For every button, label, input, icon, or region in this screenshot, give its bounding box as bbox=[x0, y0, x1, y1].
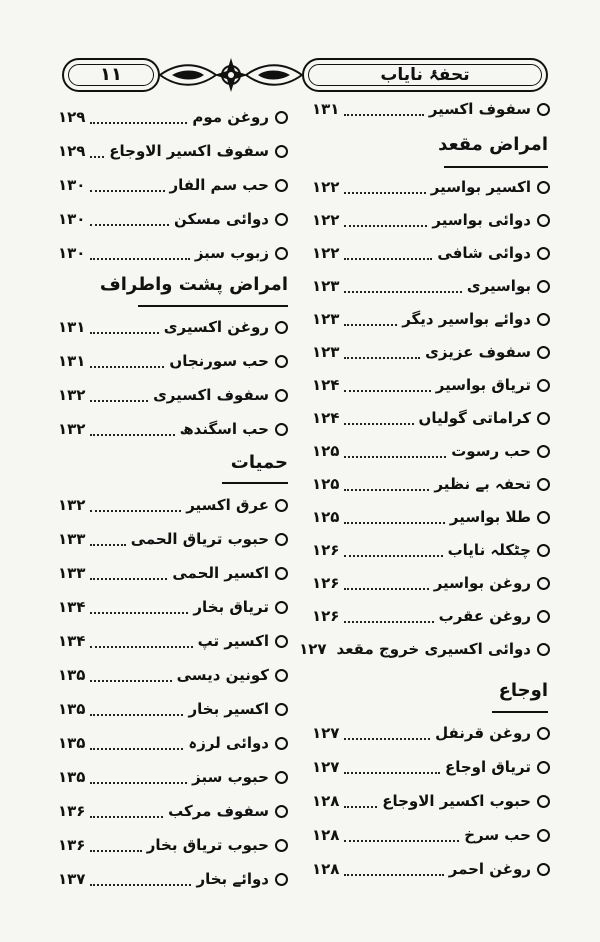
circle-bullet-icon bbox=[537, 511, 550, 524]
entry-page: ۱۳۶ bbox=[58, 802, 86, 820]
dot-leader bbox=[90, 110, 187, 124]
entry-name: سفوف اکسیری bbox=[153, 386, 269, 404]
dot-leader bbox=[90, 246, 189, 260]
entry-name: حب رسوت bbox=[451, 442, 531, 460]
list-item bbox=[312, 788, 550, 814]
dot-leader bbox=[90, 804, 163, 818]
list-item bbox=[312, 504, 550, 530]
list-item bbox=[58, 832, 288, 858]
list-item bbox=[312, 207, 550, 233]
entry-name: روغن اکسیری bbox=[163, 318, 269, 336]
circle-bullet-icon bbox=[537, 478, 550, 491]
section-underline bbox=[444, 166, 548, 168]
entry-page: ۱۲۳ bbox=[312, 310, 340, 328]
dot-leader bbox=[90, 422, 174, 436]
entry-name: اکسیر بواسیر bbox=[430, 178, 531, 196]
entry-page: ۱۲۲ bbox=[312, 211, 340, 229]
circle-bullet-icon bbox=[275, 839, 288, 852]
circle-bullet-icon bbox=[275, 635, 288, 648]
entry-page: ۱۲۲ bbox=[312, 178, 340, 196]
entry-name: حب سم الفار bbox=[169, 176, 269, 194]
dot-leader bbox=[344, 862, 443, 876]
circle-bullet-icon bbox=[275, 355, 288, 368]
dot-leader bbox=[90, 668, 171, 682]
dot-leader bbox=[90, 872, 191, 886]
entry-page: ۱۲۵ bbox=[312, 475, 340, 493]
circle-bullet-icon bbox=[537, 346, 550, 359]
dot-leader bbox=[90, 178, 164, 192]
dot-leader bbox=[90, 320, 158, 334]
entry-name: اکسیر بخار bbox=[188, 700, 269, 718]
entry-name: اکسیر الحمی bbox=[172, 564, 269, 582]
entry-page: ۱۳۰ bbox=[58, 210, 86, 228]
list-item bbox=[58, 348, 288, 374]
list-item bbox=[58, 314, 288, 340]
circle-bullet-icon bbox=[537, 214, 550, 227]
list-item bbox=[312, 96, 550, 122]
circle-bullet-icon bbox=[537, 181, 550, 194]
circle-bullet-icon bbox=[275, 321, 288, 334]
list-item bbox=[58, 560, 288, 586]
circle-bullet-icon bbox=[275, 873, 288, 886]
circle-bullet-icon bbox=[537, 103, 550, 116]
list-item bbox=[58, 104, 288, 130]
entry-page: ۱۲۶ bbox=[312, 607, 340, 625]
entry-name: حب اسگندھ bbox=[179, 420, 269, 438]
entry-page: ۱۳۷ bbox=[58, 870, 86, 888]
section-title: امراض پشت واطراف bbox=[99, 274, 288, 295]
dot-leader bbox=[90, 532, 125, 546]
entry-page: ۱۳۴ bbox=[58, 598, 86, 616]
circle-bullet-icon bbox=[275, 247, 288, 260]
entry-page: ۱۳۱ bbox=[58, 318, 86, 336]
circle-bullet-icon bbox=[275, 423, 288, 436]
entry-name: سفوف مرکب bbox=[168, 802, 269, 820]
circle-bullet-icon bbox=[537, 280, 550, 293]
entry-page: ۱۲۴ bbox=[312, 409, 340, 427]
entry-name: دوائے بواسیر دیگر bbox=[402, 310, 531, 328]
dot-leader bbox=[90, 498, 181, 512]
dot-leader bbox=[344, 378, 430, 392]
entry-name: تریاق بخار bbox=[193, 598, 269, 616]
entry-page: ۱۲۳ bbox=[312, 277, 340, 295]
page-number: ۱۱ bbox=[100, 64, 122, 85]
list-item bbox=[58, 866, 288, 892]
list-item bbox=[312, 174, 550, 200]
dot-leader bbox=[344, 213, 427, 227]
list-item bbox=[299, 636, 550, 662]
list-item bbox=[312, 405, 550, 431]
circle-bullet-icon bbox=[275, 389, 288, 402]
entry-name: تریاق بواسیر bbox=[435, 376, 531, 394]
entry-page: ۱۲۵ bbox=[312, 508, 340, 526]
dot-leader bbox=[90, 212, 169, 226]
circle-bullet-icon bbox=[275, 601, 288, 614]
entry-name: سفوف عزیزی bbox=[425, 343, 531, 361]
dot-leader bbox=[344, 180, 425, 194]
ornament-icon bbox=[158, 54, 304, 96]
circle-bullet-icon bbox=[537, 247, 550, 260]
entry-name: زبوب سبز bbox=[194, 244, 269, 262]
circle-bullet-icon bbox=[537, 412, 550, 425]
list-item bbox=[58, 594, 288, 620]
circle-bullet-icon bbox=[275, 533, 288, 546]
entry-page: ۱۲۵ bbox=[312, 442, 340, 460]
dot-leader bbox=[90, 634, 192, 648]
list-item bbox=[58, 798, 288, 824]
circle-bullet-icon bbox=[537, 577, 550, 590]
dot-leader bbox=[90, 838, 141, 852]
circle-bullet-icon bbox=[275, 179, 288, 192]
dot-leader bbox=[344, 345, 420, 359]
entry-name: تریاق اوجاع bbox=[444, 758, 531, 776]
circle-bullet-icon bbox=[275, 771, 288, 784]
entry-page: ۱۳۶ bbox=[58, 836, 86, 854]
circle-bullet-icon bbox=[275, 703, 288, 716]
list-item bbox=[312, 438, 550, 464]
dot-leader bbox=[344, 246, 432, 260]
list-item bbox=[58, 138, 288, 164]
circle-bullet-icon bbox=[537, 829, 550, 842]
entry-name: سفوف اکسیر الاوجاع bbox=[109, 142, 269, 160]
circle-bullet-icon bbox=[537, 445, 550, 458]
dot-leader bbox=[344, 609, 433, 623]
list-item bbox=[58, 172, 288, 198]
entry-name: دوائی مسکن bbox=[174, 210, 269, 228]
list-item bbox=[312, 603, 550, 629]
section-underline bbox=[222, 482, 288, 484]
list-item bbox=[58, 696, 288, 722]
entry-name: حبوب تریاق الحمی bbox=[130, 530, 269, 548]
entry-page: ۱۳۵ bbox=[58, 700, 86, 718]
list-item bbox=[58, 492, 288, 518]
list-item bbox=[312, 856, 550, 882]
circle-bullet-icon bbox=[275, 805, 288, 818]
list-item bbox=[58, 206, 288, 232]
dot-leader bbox=[344, 543, 442, 557]
dot-leader bbox=[90, 566, 167, 580]
circle-bullet-icon bbox=[275, 737, 288, 750]
list-item bbox=[312, 372, 550, 398]
entry-page: ۱۲۷ bbox=[312, 758, 340, 776]
entry-name: دوائے بخار bbox=[196, 870, 269, 888]
list-item bbox=[58, 628, 288, 654]
entry-page: ۱۳۵ bbox=[58, 768, 86, 786]
entry-page: ۱۲۶ bbox=[312, 574, 340, 592]
list-item bbox=[312, 822, 550, 848]
circle-bullet-icon bbox=[537, 643, 550, 656]
dot-leader bbox=[90, 770, 187, 784]
entry-page: ۱۲۷ bbox=[312, 724, 340, 742]
list-item bbox=[312, 754, 550, 780]
entry-name: دوائی بواسیر bbox=[432, 211, 531, 229]
list-item bbox=[312, 720, 550, 746]
list-item bbox=[312, 339, 550, 365]
section-underline bbox=[492, 711, 548, 713]
dot-leader bbox=[344, 794, 377, 808]
entry-name: سفوف اکسیر bbox=[428, 100, 531, 118]
dot-leader bbox=[90, 702, 183, 716]
dot-leader bbox=[90, 736, 183, 750]
circle-bullet-icon bbox=[537, 313, 550, 326]
entry-page: ۱۳۳ bbox=[58, 564, 86, 582]
dot-leader bbox=[344, 510, 444, 524]
entry-page: ۱۳۱ bbox=[58, 352, 86, 370]
list-item bbox=[312, 570, 550, 596]
entry-page: ۱۲۷ bbox=[299, 640, 327, 658]
list-item bbox=[58, 662, 288, 688]
list-item bbox=[312, 306, 550, 332]
entry-page: ۱۲۸ bbox=[312, 826, 340, 844]
dot-leader bbox=[344, 444, 446, 458]
circle-bullet-icon bbox=[537, 544, 550, 557]
circle-bullet-icon bbox=[537, 610, 550, 623]
entry-page: ۱۳۰ bbox=[58, 244, 86, 262]
entry-name: عرق اکسیر bbox=[186, 496, 269, 514]
list-item bbox=[58, 730, 288, 756]
list-item bbox=[312, 273, 550, 299]
entry-name: روغن موم bbox=[192, 108, 269, 126]
entry-page: ۱۳۴ bbox=[58, 632, 86, 650]
section-title: اوجاع bbox=[498, 680, 548, 701]
entry-page: ۱۲۴ bbox=[312, 376, 340, 394]
circle-bullet-icon bbox=[275, 567, 288, 580]
list-item bbox=[312, 537, 550, 563]
circle-bullet-icon bbox=[537, 379, 550, 392]
entry-name: حب سرخ bbox=[464, 826, 531, 844]
list-item bbox=[58, 240, 288, 266]
entry-name: اکسیر تپ bbox=[197, 632, 269, 650]
dot-leader bbox=[344, 279, 461, 293]
dot-leader bbox=[344, 312, 397, 326]
dot-leader bbox=[344, 411, 413, 425]
entry-name: روغن احمر bbox=[448, 860, 531, 878]
book-title: تحفۂ نایاب bbox=[380, 65, 470, 85]
entry-page: ۱۳۵ bbox=[58, 666, 86, 684]
list-item bbox=[58, 382, 288, 408]
entry-page: ۱۳۲ bbox=[58, 496, 86, 514]
entry-page: ۱۲۳ bbox=[312, 343, 340, 361]
dot-leader bbox=[344, 102, 423, 116]
entry-page: ۱۲۹ bbox=[58, 142, 86, 160]
section-underline bbox=[138, 305, 288, 307]
entry-name: روغن قرنفل bbox=[435, 724, 531, 742]
entry-page: ۱۳۲ bbox=[58, 420, 86, 438]
circle-bullet-icon bbox=[537, 761, 550, 774]
dot-leader bbox=[90, 354, 164, 368]
circle-bullet-icon bbox=[275, 145, 288, 158]
entry-name: کونین دیسی bbox=[176, 666, 269, 684]
entry-page: ۱۳۵ bbox=[58, 734, 86, 752]
entry-name: حبوب سبز bbox=[192, 768, 269, 786]
dot-leader bbox=[344, 828, 459, 842]
entry-name: روغن عقرب bbox=[438, 607, 531, 625]
section-title: امراض مقعد bbox=[438, 134, 548, 155]
list-item bbox=[58, 764, 288, 790]
dot-leader bbox=[344, 576, 428, 590]
entry-page: ۱۳۰ bbox=[58, 176, 86, 194]
entry-name: حب سورنجاں bbox=[169, 352, 269, 370]
page-header bbox=[62, 52, 548, 98]
entry-name: دوائی لرزہ bbox=[188, 734, 269, 752]
circle-bullet-icon bbox=[275, 213, 288, 226]
entry-page: ۱۲۶ bbox=[312, 541, 340, 559]
list-item bbox=[58, 416, 288, 442]
dot-leader bbox=[90, 388, 148, 402]
dot-leader bbox=[344, 477, 429, 491]
circle-bullet-icon bbox=[537, 795, 550, 808]
entry-name: کراماتی گولیاں bbox=[418, 409, 531, 427]
entry-page: ۱۳۳ bbox=[58, 530, 86, 548]
entry-page: ۱۳۱ bbox=[312, 100, 340, 118]
entry-name: چٹکلہ نایاب bbox=[447, 541, 531, 559]
dot-leader bbox=[344, 760, 440, 774]
entry-name: بواسیری bbox=[466, 277, 531, 295]
entry-page: ۱۲۲ bbox=[312, 244, 340, 262]
entry-page: ۱۲۸ bbox=[312, 860, 340, 878]
section-title: حمیات bbox=[230, 452, 288, 473]
circle-bullet-icon bbox=[537, 863, 550, 876]
entry-name: حبوب اکسیر الاوجاع bbox=[382, 792, 531, 810]
entry-name: دوائی اکسیری خروج مقعد bbox=[336, 640, 531, 658]
entry-page: ۱۲۹ bbox=[58, 108, 86, 126]
dot-leader bbox=[90, 600, 188, 614]
list-item bbox=[312, 240, 550, 266]
entry-page: ۱۲۸ bbox=[312, 792, 340, 810]
entry-page: ۱۳۲ bbox=[58, 386, 86, 404]
circle-bullet-icon bbox=[275, 111, 288, 124]
circle-bullet-icon bbox=[275, 499, 288, 512]
dot-leader bbox=[344, 726, 430, 740]
circle-bullet-icon bbox=[537, 727, 550, 740]
dot-leader bbox=[90, 144, 104, 158]
entry-name: روغن بواسیر bbox=[433, 574, 531, 592]
entry-name: تحفہ بے نظیر bbox=[434, 475, 531, 493]
list-item bbox=[312, 471, 550, 497]
entry-name: طلا بواسیر bbox=[449, 508, 531, 526]
circle-bullet-icon bbox=[275, 669, 288, 682]
list-item bbox=[58, 526, 288, 552]
entry-name: حبوب تریاق بخار bbox=[146, 836, 269, 854]
entry-name: دوائی شافی bbox=[437, 244, 531, 262]
